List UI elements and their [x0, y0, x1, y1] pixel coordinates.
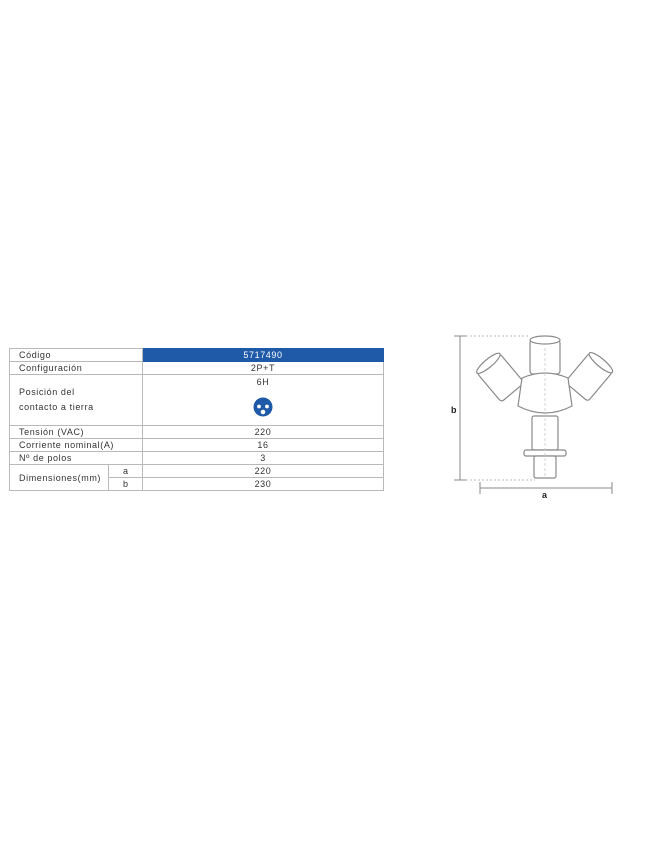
value-codigo: 5717490 [143, 349, 384, 362]
value-posicion-tierra [143, 375, 384, 426]
row-codigo [10, 349, 384, 362]
label-posicion-line2: contacto a tierra [19, 402, 94, 412]
label-polos: Nº de polos [10, 452, 143, 465]
label-corriente: Corriente nominal(A) [10, 439, 143, 452]
row-posicion-tierra [10, 375, 384, 426]
row-configuracion [10, 362, 384, 375]
value-corriente: 16 [143, 439, 384, 452]
row-corriente [10, 439, 384, 452]
value-dimension-a: 220 [143, 465, 384, 478]
row-dimensiones-a [10, 465, 384, 478]
value-configuracion: 2P+T [143, 362, 384, 375]
socket-6h-icon [253, 397, 273, 417]
label-tension: Tensión (VAC) [10, 426, 143, 439]
sublabel-a: a [109, 465, 143, 478]
label-posicion-line1: Posición del [19, 387, 75, 397]
dimension-label-a: a [542, 490, 548, 500]
value-dimension-b: 230 [143, 478, 384, 491]
row-tension [10, 426, 384, 439]
label-codigo: Código [10, 349, 143, 362]
label-configuracion: Configuración [10, 362, 143, 375]
label-posicion-tierra [10, 375, 143, 426]
earth-position-code: 6H [256, 377, 270, 387]
adapter-outline [474, 336, 615, 478]
value-polos: 3 [143, 452, 384, 465]
label-dimensiones: Dimensiones(mm) [10, 465, 109, 491]
value-tension: 220 [143, 426, 384, 439]
product-drawing [440, 328, 620, 503]
dimension-label-b: b [451, 405, 457, 415]
sublabel-b: b [109, 478, 143, 491]
row-polos [10, 452, 384, 465]
spec-table [9, 348, 384, 491]
